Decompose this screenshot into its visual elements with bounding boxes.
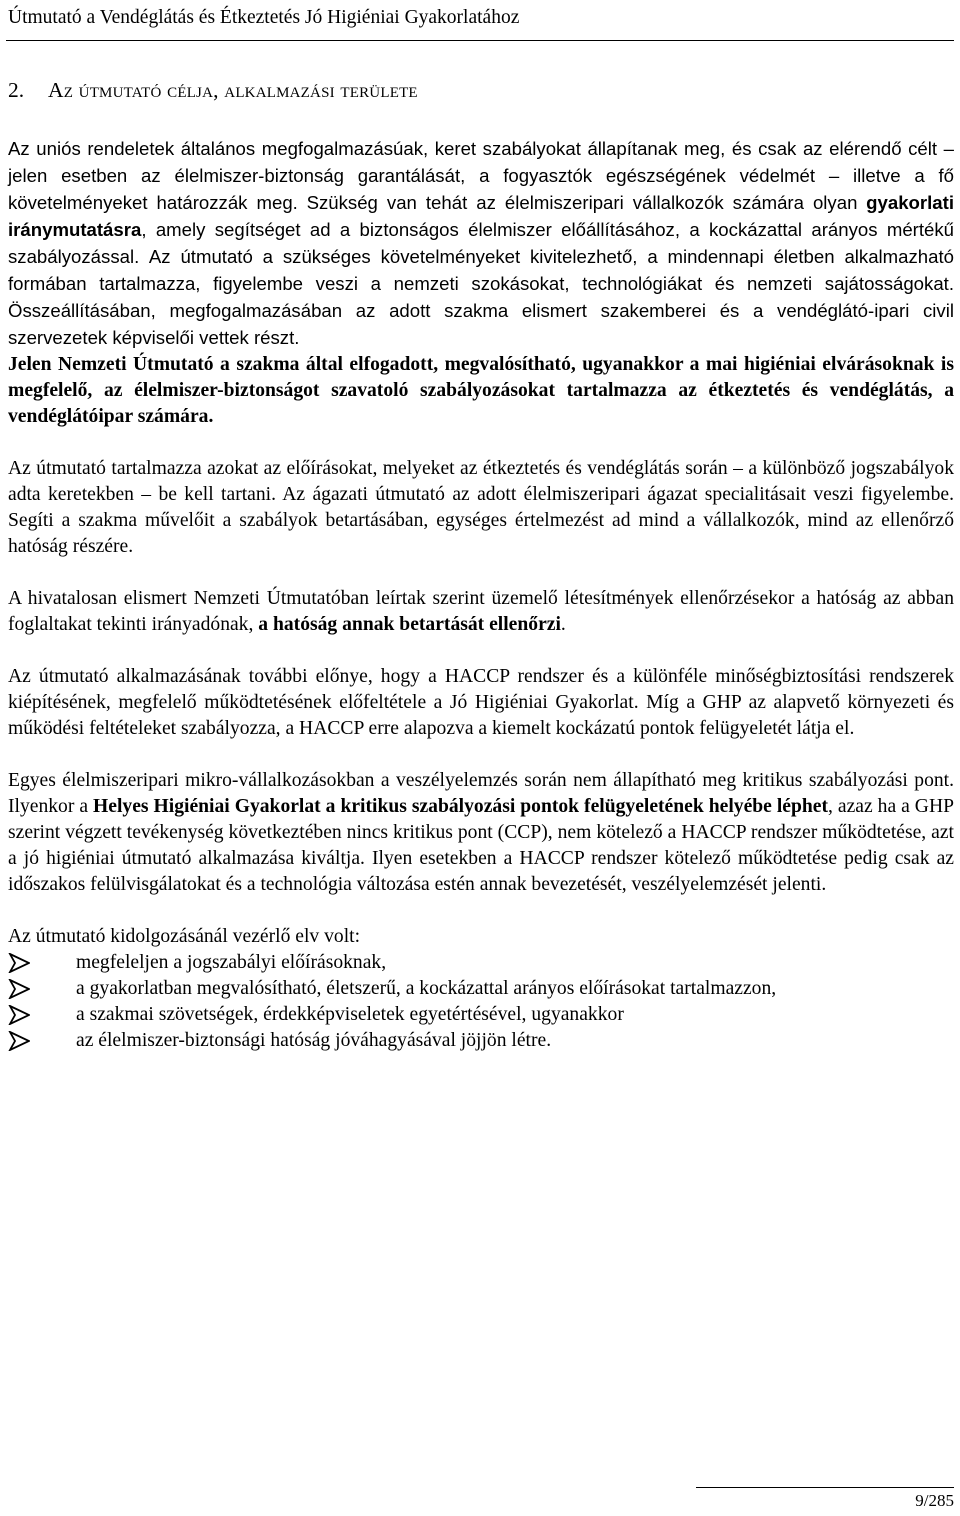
section-heading — [8, 77, 418, 103]
page-number: 9/285 — [915, 1491, 954, 1510]
paragraph-authority-text: A hivatalosan elismert Nemzeti Útmutatóban leírtak szerint üzemelő létesítmények ellenőrzésekor a hatóság az abban foglaltakat tekinti irányadónak, — [8, 588, 954, 635]
footer-divider — [696, 1487, 954, 1488]
running-header: Útmutató a Vendéglátás és Étkeztetés Jó Higiéniai Gyakorlatához — [8, 7, 520, 28]
list-item-text: az élelmiszer-biztonsági hatóság jóváhagyásával jöjjön létre. — [76, 1030, 552, 1051]
list-item — [8, 1002, 954, 1028]
arrowhead-bullet-icon — [8, 979, 30, 999]
paragraph-authority — [8, 586, 954, 638]
paragraph-micro-text: Egyes élelmiszeripari mikro-vállalkozásokban a veszélyelemzés során nem állapítható meg kritikus szabályozási pont. Ilyenkor a — [8, 770, 954, 817]
paragraph-haccp-text: Az útmutató alkalmazásának további előnye, hogy a HACCP rendszer és a különféle minőségbiztosítási rendszerek kiépítésének, megfelelő működtetésének előfeltétele a Jó Higiéniai Gyakorlat. Míg a GHP az alapvető környezeti és működési feltételeket szabályozza, a HACCP erre alapozva a kiemelt kockázatú pontok felügyeletét látja el. — [8, 666, 954, 739]
list-item — [8, 976, 954, 1002]
paragraph-purpose-emphasis: gyakorlati iránymutatásra — [8, 192, 955, 240]
list-item — [8, 1028, 954, 1054]
paragraph-purpose-s2-cont: , amely segítséget ad a biztonságos élelmiszer előállításához, a kockázattal arányos mértékű szabályozással. — [8, 219, 954, 267]
paragraph-micro-cont: , azaz ha a GHP szerint végzett tevékenység következtében nincs kritikus pont (CCP), nem kötelező a HACCP rendszer működtetése, azt a jó higiéniai útmutató alkalmazása kiváltja. Ilyen esetekben a HACCP rendszer kötelező működtetése pedig csak az időszakos felülvisgálatokat és a technológia változása estén annak bevezetését, veszélyelemzését jelenti. — [8, 796, 954, 895]
paragraph-national-guide-text: Jelen Nemzeti Útmutató a szakma által elfogadott, megvalósítható, ugyanakkor a mai higiéniai elvárásoknak is megfelelő, az élelmiszer-biztonságot szavatoló szabályozásokat tartalmazza az étkeztetés és vendéglátás, a vendéglátóipar számára. — [8, 354, 954, 427]
list-item-text: megfeleljen a jogszabályi előírásoknak, — [76, 952, 387, 973]
paragraph-requirements-text: Az útmutató tartalmazza azokat az előírásokat, melyeket az étkeztetés és vendéglátás során – a különböző jogszabályok adta keretekben – be kell tartani. Az ágazati útmutató az adott élelmiszeripari ágazat specialitásait veszi figyelembe. Segíti a szakma művelőit a szabályok betartásában, egységes értelmezést ad mind a vállalkozók, mind az ellenőrző hatóság részére. — [8, 458, 954, 557]
paragraph-purpose-s3: Az útmutató a szükséges követelményeket kivitelezhető, a mindennapi életben alkalmazható formában tartalmazza, figyelembe veszi a nemzeti szokásokat, technológiákat és nemzeti sajátosságokat. Összeállításában, megfogalmazásában az adott szakma elismert szakemberei és a vendéglátó-ipari civil szervezetek képviselői vettek részt. — [8, 246, 954, 348]
arrowhead-bullet-icon — [8, 1005, 30, 1025]
paragraph-micro-emphasis: Helyes Higiéniai Gyakorlat a kritikus szabályozási pontok felügyeletének helyébe léphet — [93, 796, 828, 817]
paragraph-authority-end: . — [560, 614, 566, 635]
paragraph-purpose — [8, 136, 954, 352]
arrowhead-bullet-icon — [8, 953, 30, 973]
list-item — [8, 950, 954, 976]
paragraph-principles-intro — [8, 924, 954, 950]
paragraph-requirements — [8, 456, 954, 560]
principles-list — [8, 950, 954, 1054]
list-item-text: a gyakorlatban megvalósítható, életszerű, a kockázattal arányos előírásokat tartalmazzon, — [76, 978, 777, 999]
arrowhead-bullet-icon — [8, 1031, 30, 1051]
paragraph-purpose-s1: Az uniós rendeletek általános megfogalmazásúak, keret szabályokat állapítanak meg, és csak az elérendő célt – jelen esetben az élelmiszer-biztonság garantálását, a fogyasztók egészségének védelmét – illetve a fő követelményeket határozzák meg. — [8, 138, 954, 213]
paragraph-micro-enterprises — [8, 768, 954, 898]
principles-intro-text: Az útmutató kidolgozásánál vezérlő elv volt: — [8, 926, 361, 947]
section-title: Az útmutató célja, alkalmazási területe — [48, 78, 418, 102]
paragraph-purpose-s2: Szükség van tehát az élelmiszeripari vállalkozók számára olyan — [306, 192, 858, 213]
paragraph-haccp — [8, 664, 954, 742]
header-divider — [6, 40, 954, 41]
paragraph-national-guide — [8, 352, 954, 430]
paragraph-authority-emphasis: a hatóság annak betartását ellenőrzi — [258, 614, 561, 635]
document-body — [8, 136, 954, 1054]
section-number: 2. — [8, 78, 25, 102]
list-item-text: a szakmai szövetségek, érdekképviseletek egyetértésével, ugyanakkor — [76, 1004, 624, 1025]
